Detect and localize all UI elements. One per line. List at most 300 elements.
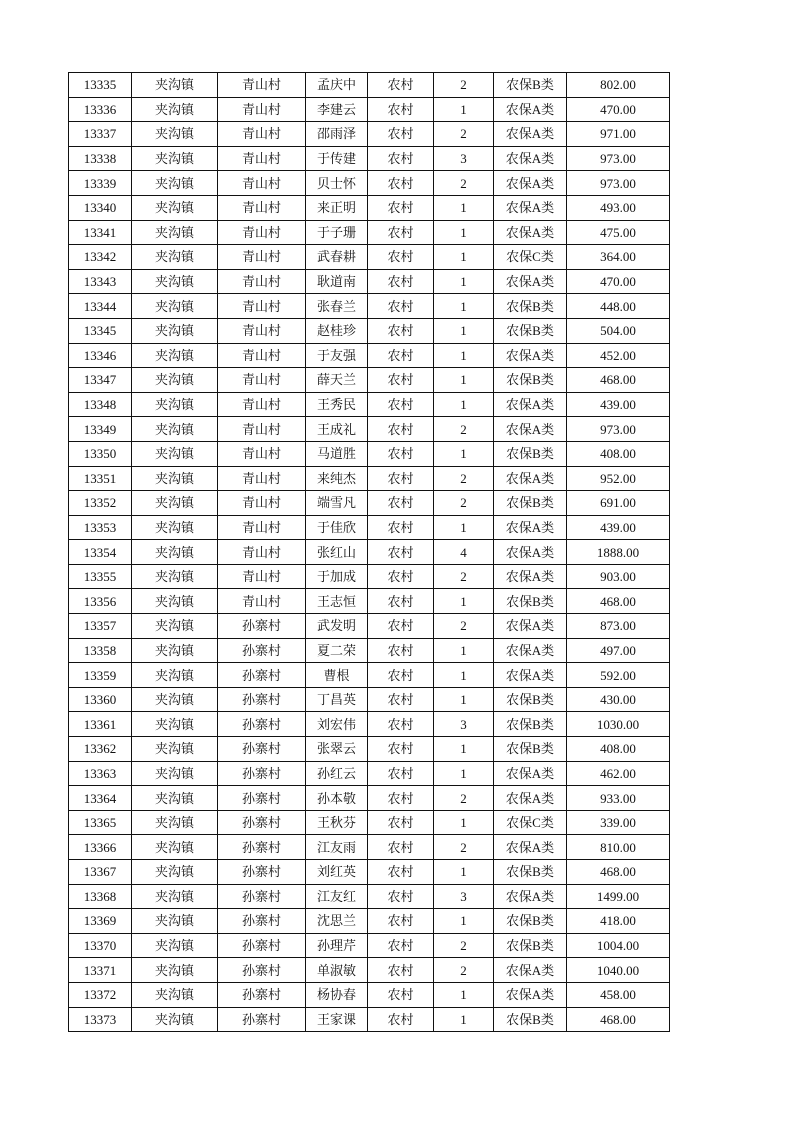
village-cell: 孙寨村 [218,933,306,958]
household-size-cell: 2 [434,835,494,860]
table-row [69,318,670,343]
amount-cell: 1040.00 [567,958,670,983]
table-row [69,122,670,147]
table-row [69,909,670,934]
row-id-cell: 13360 [69,687,132,712]
amount-cell: 439.00 [567,392,670,417]
area-type-cell: 农村 [368,73,434,98]
amount-cell: 470.00 [567,97,670,122]
village-cell: 孙寨村 [218,982,306,1007]
name-cell: 于子珊 [306,220,368,245]
town-cell: 夹沟镇 [132,589,218,614]
household-size-cell: 1 [434,220,494,245]
table-row [69,884,670,909]
town-cell: 夹沟镇 [132,441,218,466]
row-id-cell: 13344 [69,294,132,319]
village-cell: 青山村 [218,73,306,98]
area-type-cell: 农村 [368,441,434,466]
town-cell: 夹沟镇 [132,515,218,540]
table-row [69,294,670,319]
amount-cell: 802.00 [567,73,670,98]
table-row [69,441,670,466]
table-row [69,589,670,614]
row-id-cell: 13362 [69,737,132,762]
insurance-type-cell: 农保A类 [494,146,567,171]
amount-cell: 458.00 [567,982,670,1007]
amount-cell: 448.00 [567,294,670,319]
insurance-type-cell: 农保A类 [494,195,567,220]
area-type-cell: 农村 [368,122,434,147]
area-type-cell: 农村 [368,392,434,417]
insurance-type-cell: 农保B类 [494,441,567,466]
area-type-cell: 农村 [368,786,434,811]
area-type-cell: 农村 [368,417,434,442]
household-size-cell: 2 [434,786,494,811]
amount-cell: 475.00 [567,220,670,245]
amount-cell: 691.00 [567,491,670,516]
insurance-type-cell: 农保A类 [494,269,567,294]
name-cell: 张春兰 [306,294,368,319]
household-size-cell: 2 [434,614,494,639]
household-size-cell: 3 [434,884,494,909]
area-type-cell: 农村 [368,564,434,589]
name-cell: 王志恒 [306,589,368,614]
area-type-cell: 农村 [368,294,434,319]
village-cell: 孙寨村 [218,958,306,983]
village-cell: 青山村 [218,146,306,171]
household-size-cell: 1 [434,761,494,786]
area-type-cell: 农村 [368,368,434,393]
name-cell: 夏二荣 [306,638,368,663]
table-row [69,515,670,540]
row-id-cell: 13338 [69,146,132,171]
village-cell: 孙寨村 [218,884,306,909]
table-row [69,269,670,294]
row-id-cell: 13345 [69,318,132,343]
household-size-cell: 1 [434,343,494,368]
area-type-cell: 农村 [368,540,434,565]
town-cell: 夹沟镇 [132,466,218,491]
town-cell: 夹沟镇 [132,417,218,442]
table-body [69,73,670,1032]
table-row [69,933,670,958]
name-cell: 赵桂珍 [306,318,368,343]
amount-cell: 468.00 [567,589,670,614]
row-id-cell: 13370 [69,933,132,958]
amount-cell: 468.00 [567,368,670,393]
insurance-type-cell: 农保A类 [494,515,567,540]
row-id-cell: 13342 [69,245,132,270]
village-cell: 孙寨村 [218,614,306,639]
name-cell: 李建云 [306,97,368,122]
village-cell: 孙寨村 [218,638,306,663]
table-row [69,73,670,98]
data-table [68,72,670,1032]
insurance-type-cell: 农保A类 [494,614,567,639]
household-size-cell: 1 [434,318,494,343]
insurance-type-cell: 农保B类 [494,294,567,319]
row-id-cell: 13365 [69,810,132,835]
name-cell: 马道胜 [306,441,368,466]
amount-cell: 973.00 [567,146,670,171]
amount-cell: 1888.00 [567,540,670,565]
table-row [69,97,670,122]
amount-cell: 592.00 [567,663,670,688]
row-id-cell: 13358 [69,638,132,663]
village-cell: 青山村 [218,171,306,196]
insurance-type-cell: 农保A类 [494,392,567,417]
insurance-type-cell: 农保B类 [494,1007,567,1032]
table-row [69,245,670,270]
village-cell: 青山村 [218,368,306,393]
row-id-cell: 13371 [69,958,132,983]
amount-cell: 462.00 [567,761,670,786]
name-cell: 丁昌英 [306,687,368,712]
area-type-cell: 农村 [368,810,434,835]
row-id-cell: 13335 [69,73,132,98]
area-type-cell: 农村 [368,737,434,762]
household-size-cell: 1 [434,195,494,220]
row-id-cell: 13339 [69,171,132,196]
insurance-type-cell: 农保A类 [494,220,567,245]
insurance-type-cell: 农保A类 [494,466,567,491]
household-size-cell: 1 [434,687,494,712]
town-cell: 夹沟镇 [132,171,218,196]
table-row [69,786,670,811]
table-row [69,220,670,245]
insurance-type-cell: 农保B类 [494,687,567,712]
insurance-type-cell: 农保B类 [494,589,567,614]
town-cell: 夹沟镇 [132,786,218,811]
row-id-cell: 13368 [69,884,132,909]
name-cell: 江友红 [306,884,368,909]
table-row [69,860,670,885]
household-size-cell: 1 [434,982,494,1007]
village-cell: 青山村 [218,540,306,565]
row-id-cell: 13350 [69,441,132,466]
village-cell: 青山村 [218,564,306,589]
area-type-cell: 农村 [368,466,434,491]
area-type-cell: 农村 [368,245,434,270]
area-type-cell: 农村 [368,343,434,368]
insurance-type-cell: 农保B类 [494,73,567,98]
village-cell: 孙寨村 [218,810,306,835]
amount-cell: 497.00 [567,638,670,663]
amount-cell: 1004.00 [567,933,670,958]
household-size-cell: 1 [434,810,494,835]
town-cell: 夹沟镇 [132,909,218,934]
town-cell: 夹沟镇 [132,712,218,737]
amount-cell: 418.00 [567,909,670,934]
name-cell: 张红山 [306,540,368,565]
area-type-cell: 农村 [368,146,434,171]
town-cell: 夹沟镇 [132,343,218,368]
household-size-cell: 1 [434,1007,494,1032]
amount-cell: 339.00 [567,810,670,835]
household-size-cell: 1 [434,245,494,270]
village-cell: 孙寨村 [218,737,306,762]
town-cell: 夹沟镇 [132,614,218,639]
area-type-cell: 农村 [368,860,434,885]
row-id-cell: 13359 [69,663,132,688]
village-cell: 孙寨村 [218,909,306,934]
town-cell: 夹沟镇 [132,958,218,983]
insurance-type-cell: 农保A类 [494,663,567,688]
insurance-type-cell: 农保A类 [494,97,567,122]
amount-cell: 971.00 [567,122,670,147]
area-type-cell: 农村 [368,835,434,860]
row-id-cell: 13348 [69,392,132,417]
amount-cell: 430.00 [567,687,670,712]
row-id-cell: 13356 [69,589,132,614]
insurance-type-cell: 农保B类 [494,491,567,516]
village-cell: 青山村 [218,441,306,466]
household-size-cell: 3 [434,712,494,737]
area-type-cell: 农村 [368,269,434,294]
row-id-cell: 13343 [69,269,132,294]
village-cell: 孙寨村 [218,687,306,712]
insurance-type-cell: 农保A类 [494,540,567,565]
row-id-cell: 13354 [69,540,132,565]
town-cell: 夹沟镇 [132,97,218,122]
insurance-type-cell: 农保A类 [494,884,567,909]
name-cell: 孙本敬 [306,786,368,811]
name-cell: 孟庆中 [306,73,368,98]
name-cell: 刘宏伟 [306,712,368,737]
household-size-cell: 1 [434,97,494,122]
village-cell: 青山村 [218,245,306,270]
town-cell: 夹沟镇 [132,638,218,663]
household-size-cell: 2 [434,73,494,98]
insurance-type-cell: 农保C类 [494,245,567,270]
name-cell: 张翠云 [306,737,368,762]
table-row [69,687,670,712]
insurance-type-cell: 农保A类 [494,835,567,860]
village-cell: 青山村 [218,392,306,417]
amount-cell: 504.00 [567,318,670,343]
town-cell: 夹沟镇 [132,564,218,589]
name-cell: 杨协春 [306,982,368,1007]
insurance-type-cell: 农保C类 [494,810,567,835]
household-size-cell: 1 [434,663,494,688]
table-row [69,737,670,762]
row-id-cell: 13340 [69,195,132,220]
household-size-cell: 1 [434,737,494,762]
name-cell: 端雪凡 [306,491,368,516]
town-cell: 夹沟镇 [132,884,218,909]
table-row [69,638,670,663]
town-cell: 夹沟镇 [132,392,218,417]
town-cell: 夹沟镇 [132,761,218,786]
town-cell: 夹沟镇 [132,269,218,294]
insurance-type-cell: 农保B类 [494,318,567,343]
household-size-cell: 1 [434,860,494,885]
area-type-cell: 农村 [368,589,434,614]
table-row [69,982,670,1007]
name-cell: 于友强 [306,343,368,368]
insurance-type-cell: 农保B类 [494,909,567,934]
village-cell: 孙寨村 [218,835,306,860]
name-cell: 王秀民 [306,392,368,417]
village-cell: 孙寨村 [218,786,306,811]
row-id-cell: 13366 [69,835,132,860]
amount-cell: 408.00 [567,737,670,762]
village-cell: 孙寨村 [218,663,306,688]
village-cell: 青山村 [218,318,306,343]
village-cell: 青山村 [218,515,306,540]
amount-cell: 468.00 [567,860,670,885]
household-size-cell: 1 [434,441,494,466]
village-cell: 孙寨村 [218,712,306,737]
household-size-cell: 2 [434,933,494,958]
table-row [69,712,670,737]
area-type-cell: 农村 [368,614,434,639]
row-id-cell: 13364 [69,786,132,811]
town-cell: 夹沟镇 [132,195,218,220]
name-cell: 孙红云 [306,761,368,786]
village-cell: 孙寨村 [218,761,306,786]
name-cell: 武春耕 [306,245,368,270]
row-id-cell: 13363 [69,761,132,786]
town-cell: 夹沟镇 [132,368,218,393]
area-type-cell: 农村 [368,515,434,540]
village-cell: 青山村 [218,491,306,516]
town-cell: 夹沟镇 [132,835,218,860]
name-cell: 沈思兰 [306,909,368,934]
amount-cell: 952.00 [567,466,670,491]
name-cell: 于加成 [306,564,368,589]
row-id-cell: 13346 [69,343,132,368]
town-cell: 夹沟镇 [132,810,218,835]
household-size-cell: 2 [434,466,494,491]
row-id-cell: 13349 [69,417,132,442]
table-row [69,171,670,196]
village-cell: 孙寨村 [218,1007,306,1032]
area-type-cell: 农村 [368,318,434,343]
area-type-cell: 农村 [368,958,434,983]
area-type-cell: 农村 [368,663,434,688]
row-id-cell: 13369 [69,909,132,934]
table-row [69,958,670,983]
insurance-type-cell: 农保A类 [494,171,567,196]
amount-cell: 810.00 [567,835,670,860]
table-row [69,810,670,835]
household-size-cell: 1 [434,515,494,540]
village-cell: 青山村 [218,343,306,368]
table-row [69,466,670,491]
name-cell: 薛天兰 [306,368,368,393]
town-cell: 夹沟镇 [132,491,218,516]
name-cell: 耿道南 [306,269,368,294]
name-cell: 单淑敏 [306,958,368,983]
table-row [69,392,670,417]
amount-cell: 1030.00 [567,712,670,737]
household-size-cell: 2 [434,171,494,196]
name-cell: 王成礼 [306,417,368,442]
insurance-type-cell: 农保B类 [494,368,567,393]
name-cell: 孙理芹 [306,933,368,958]
table-row [69,368,670,393]
insurance-type-cell: 农保A类 [494,982,567,1007]
household-size-cell: 1 [434,589,494,614]
row-id-cell: 13357 [69,614,132,639]
table-row [69,491,670,516]
amount-cell: 364.00 [567,245,670,270]
village-cell: 青山村 [218,466,306,491]
town-cell: 夹沟镇 [132,318,218,343]
amount-cell: 1499.00 [567,884,670,909]
row-id-cell: 13336 [69,97,132,122]
name-cell: 武发明 [306,614,368,639]
village-cell: 青山村 [218,220,306,245]
insurance-type-cell: 农保B类 [494,933,567,958]
town-cell: 夹沟镇 [132,737,218,762]
town-cell: 夹沟镇 [132,982,218,1007]
table-row [69,835,670,860]
area-type-cell: 农村 [368,909,434,934]
household-size-cell: 2 [434,958,494,983]
area-type-cell: 农村 [368,933,434,958]
table-row [69,417,670,442]
household-size-cell: 1 [434,269,494,294]
area-type-cell: 农村 [368,712,434,737]
insurance-type-cell: 农保A类 [494,786,567,811]
amount-cell: 452.00 [567,343,670,368]
insurance-type-cell: 农保B类 [494,737,567,762]
area-type-cell: 农村 [368,1007,434,1032]
town-cell: 夹沟镇 [132,687,218,712]
household-size-cell: 2 [434,491,494,516]
table-row [69,195,670,220]
row-id-cell: 13355 [69,564,132,589]
amount-cell: 933.00 [567,786,670,811]
town-cell: 夹沟镇 [132,1007,218,1032]
name-cell: 于传建 [306,146,368,171]
household-size-cell: 1 [434,909,494,934]
area-type-cell: 农村 [368,761,434,786]
row-id-cell: 13367 [69,860,132,885]
area-type-cell: 农村 [368,982,434,1007]
area-type-cell: 农村 [368,884,434,909]
area-type-cell: 农村 [368,171,434,196]
row-id-cell: 13347 [69,368,132,393]
amount-cell: 973.00 [567,171,670,196]
name-cell: 曹根 [306,663,368,688]
row-id-cell: 13372 [69,982,132,1007]
table-row [69,343,670,368]
insurance-type-cell: 农保A类 [494,958,567,983]
area-type-cell: 农村 [368,220,434,245]
household-size-cell: 2 [434,417,494,442]
amount-cell: 493.00 [567,195,670,220]
row-id-cell: 13361 [69,712,132,737]
village-cell: 青山村 [218,195,306,220]
household-size-cell: 1 [434,294,494,319]
amount-cell: 470.00 [567,269,670,294]
village-cell: 青山村 [218,589,306,614]
row-id-cell: 13352 [69,491,132,516]
name-cell: 江友雨 [306,835,368,860]
town-cell: 夹沟镇 [132,146,218,171]
town-cell: 夹沟镇 [132,122,218,147]
table-row [69,564,670,589]
name-cell: 贝士怀 [306,171,368,196]
household-size-cell: 3 [434,146,494,171]
name-cell: 王家课 [306,1007,368,1032]
village-cell: 青山村 [218,294,306,319]
area-type-cell: 农村 [368,97,434,122]
row-id-cell: 13341 [69,220,132,245]
